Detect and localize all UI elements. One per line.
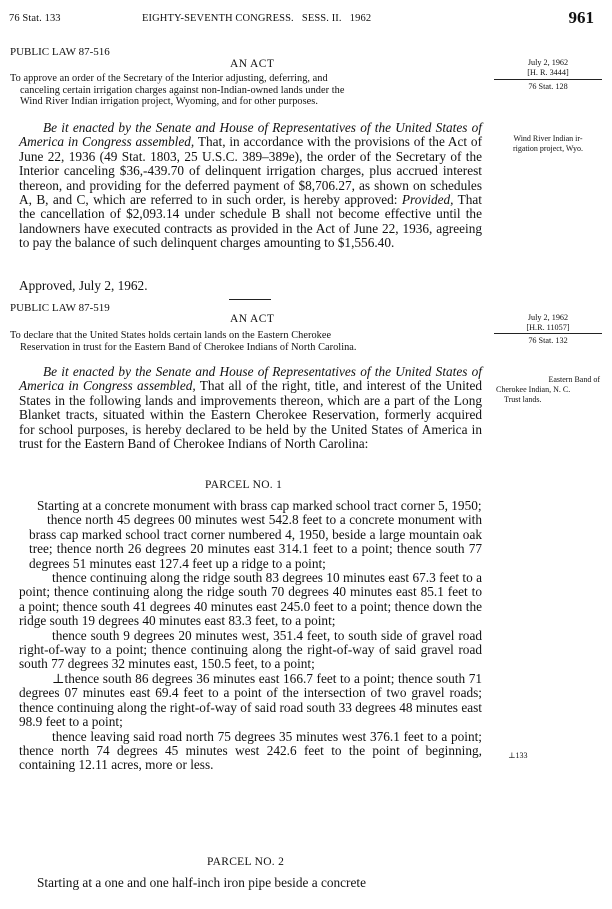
description-paragraph: thence continuing along the ridge south 83 degrees 10 minutes east 67.3 feet to a point; thence continuing along the ridge south 70 degrees 40 minutes east 85.1 feet to a point; thence south 41 degrees 40 minutes east 245.0 feet to a point; thence down the ridge south 19 degrees 40 minutes east 83.3 feet, to a point; bbox=[19, 570, 482, 629]
enacting-text bbox=[19, 121, 482, 251]
side-note bbox=[496, 375, 600, 405]
parcel-description bbox=[19, 876, 482, 890]
margin-date: July 2, 1962 bbox=[527, 313, 569, 322]
enacting-text bbox=[19, 365, 482, 451]
description-paragraph: Starting at a concrete monument with brass cap marked school tract corner 5, 1950; bbox=[37, 498, 482, 513]
description-paragraph: thence leaving said road north 75 degrees 35 minutes west 376.1 feet to a point; thence north 74 degrees 45 minutes west 242.6 feet to the point of beginning, containing 12.11 acres, more or less. bbox=[19, 728, 482, 773]
purpose-line: canceling certain irrigation charges against non-Indian-owned lands under the bbox=[20, 84, 345, 96]
body-text: That all of the right, title, and interest of the United States in the following lands and improvements thereon, which are a part of the Long Blanket tracts, situated within the Eastern Cherokee Reservation, formerly acquired for school purposes, is hereby declared to be held by the United States of America in trust for the Eastern Band of Cherokee Indians of North Carolina: bbox=[19, 378, 483, 452]
margin-stat: 76 Stat. 132 bbox=[528, 336, 568, 345]
side-note-line: rigation project, Wyo. bbox=[512, 144, 584, 153]
purpose-line: Reservation in trust for the Eastern Band of Cherokee Indians of North Carolina. bbox=[20, 341, 357, 353]
section-divider bbox=[229, 299, 271, 300]
margin-rule bbox=[494, 333, 602, 334]
margin-date: July 2, 1962 bbox=[527, 58, 569, 67]
enacting-paragraph bbox=[19, 365, 482, 451]
parcel-description bbox=[19, 499, 482, 773]
purpose-line: To approve an order of the Secretary of the Interior adjusting, deferring, and bbox=[10, 73, 328, 84]
page-number: 961 bbox=[568, 8, 594, 27]
margin-citation bbox=[494, 313, 602, 332]
act-purpose bbox=[10, 330, 482, 353]
enacting-paragraph bbox=[19, 121, 482, 251]
body-text-a: That, in accordance with the provisions of the Act of June 22, 1936 (49 Stat. 1803, 25 U.S.C. 389–389e), the order of the Secretary of the Interior canceling $36,-439.70 of delinquent irrigation charges, plus accrued interest thereon, and providing for the deferred payment of $8,706.27, as shown on schedules A, B, and C, which are referred to in such order, is hereby approved: bbox=[19, 134, 482, 208]
description-paragraph: ⊥thence south 86 degrees 36 minutes east 166.7 feet to a point; thence south 71 degrees 07 minutes east 69.4 feet to a point of the intersection of two gravel roads; thence continuing along the right-of-way of said road south 33 degrees 48 minutes east 98.9 feet to a point; bbox=[19, 670, 482, 730]
an-act-heading: AN ACT bbox=[230, 313, 275, 325]
page-break-marker: ⊥133 bbox=[508, 751, 528, 760]
purpose-line: Wind River Indian irrigation project, Wyoming, and for other purposes. bbox=[20, 96, 318, 107]
description-paragraph: thence south 9 degrees 20 minutes west, 351.4 feet, to south side of gravel road right-of-way to a point; thence continuing along the right-of-way of said gravel road south 77 degrees 32 minutes east, 150.5 feet, to a point; bbox=[19, 627, 482, 672]
an-act-heading: AN ACT bbox=[230, 58, 275, 70]
margin-stat: 76 Stat. 128 bbox=[528, 82, 568, 91]
description-paragraph: thence north 45 degrees 00 minutes west 542.8 feet to a concrete monument with brass cap marked school tract corner numbered 4, 1950, beside a large mountain oak tree; thence north 26 degrees 20 minutes east 314.1 feet to a point; thence south 77 degrees 51 minutes east 127.4 feet up a ridge to a point; bbox=[29, 512, 482, 571]
description-paragraph: Starting at a one and one half-inch iron pipe beside a concrete bbox=[37, 875, 366, 890]
side-note-line: Trust lands. bbox=[504, 395, 542, 404]
running-head-title: EIGHTY-SEVENTH CONGRESS. SESS. II. 1962 bbox=[142, 13, 372, 24]
parcel-heading: PARCEL NO. 2 bbox=[207, 856, 285, 868]
provided-word: Provided, bbox=[401, 192, 454, 208]
side-note-line: Wind River Indian ir- bbox=[513, 134, 583, 143]
approval-date: Approved, July 2, 1962. bbox=[19, 278, 148, 293]
margin-bill: [H.R. 11057] bbox=[526, 322, 570, 332]
enacting-clause: Be it enacted by the Senate and House of Representatives of the United States of America in Congress assembled, bbox=[19, 120, 482, 150]
margin-bill: [H. R. 3444] bbox=[527, 67, 569, 77]
purpose-line: To declare that the United States holds certain lands on the Eastern Cherokee bbox=[10, 330, 332, 341]
side-note bbox=[494, 134, 602, 154]
enacting-clause: Be it enacted by the Senate and House of Representatives of the United States of America in Congress assembled, bbox=[19, 364, 482, 394]
margin-citation bbox=[494, 58, 602, 77]
side-note-line: Cherokee Indian, N. C. bbox=[496, 385, 571, 394]
statute-reference: 76 Stat. 133 bbox=[9, 13, 61, 24]
public-law-number: PUBLIC LAW 87-519 bbox=[10, 302, 110, 314]
body-text-b: That the cancellation of $2,093.14 under schedule B shall not become effective until the landowners have executed contracts as provided in the Act of June 22, 1936, agreeing to pay the balance of such delinquent charges amounting to $1,556.40. bbox=[19, 192, 483, 251]
public-law-number: PUBLIC LAW 87-516 bbox=[10, 46, 110, 58]
side-note-line: Eastern Band of bbox=[548, 375, 600, 384]
parcel-heading: PARCEL NO. 1 bbox=[205, 479, 283, 491]
act-purpose bbox=[10, 73, 482, 108]
margin-rule bbox=[494, 79, 602, 80]
